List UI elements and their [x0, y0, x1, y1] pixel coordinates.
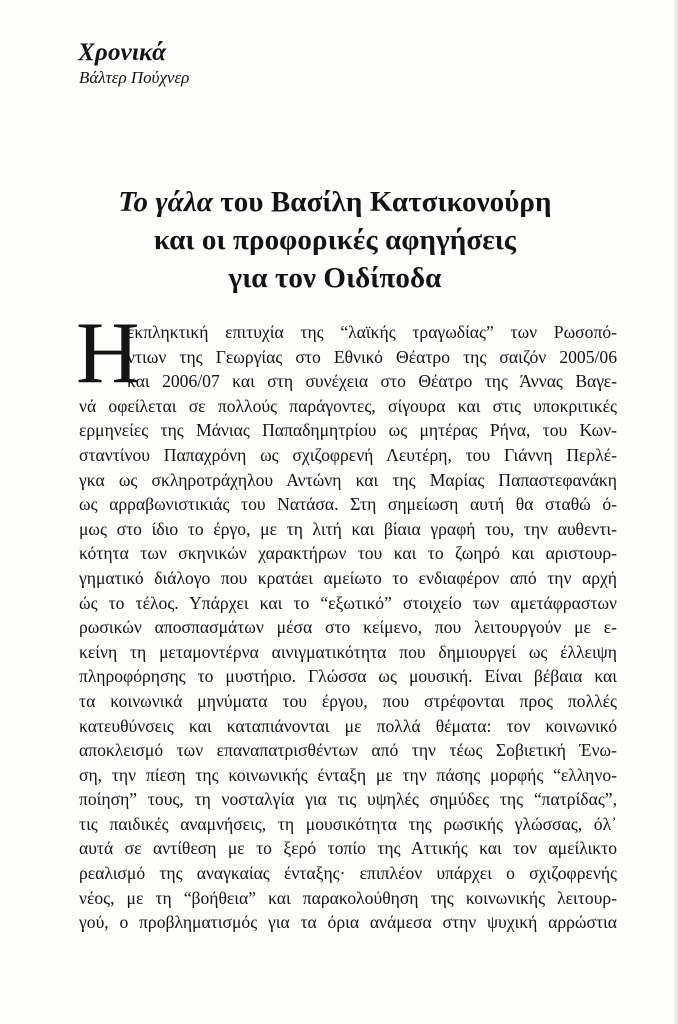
- body-line: κατευθύνσεις και καταπιάνονται με πολλά θέματα: τον κοινωνικό: [79, 715, 617, 736]
- body-line: γού, ο προβληματισμός για τα όρια ανάμεσα στην ψυχική αρρώστια: [79, 912, 617, 933]
- article-title-rest: του Βασίλη Κατσικονούρη: [212, 186, 552, 218]
- article-title-line-3: για τον Οιδίποδα: [228, 262, 442, 294]
- body-line: τις παιδικές αναμνήσεις, τη μουσικότητα της ρωσικής γλώσσας, όλ᾽: [79, 813, 617, 834]
- section-header: [78, 38, 189, 88]
- body-line: ρεαλισμό της αναγκαίας ένταξης· επιπλέον υπάρχει ο σχιζοφρενής: [79, 863, 617, 884]
- body-line: ντιων της Γεωργίας στο Εθνικό Θέατρο της σαιζόν 2005/06: [127, 346, 617, 367]
- section-title: Χρονικά: [78, 39, 167, 66]
- author-name: Βάλτερ Πούχνερ: [79, 68, 190, 87]
- body-line: τα κοινωνικά μηνύματα του έργου, που στρέφονται προς πολλές: [79, 690, 617, 711]
- body-line: ση, την πίεση της κοινωνικής ένταξη με την πάσης μορφής “ελληνο-: [79, 764, 617, 785]
- body-line: σταντίνου Παπαχρόνη ως σχιζοφρενή Λευτέρη, του Γιάννη Περλέ-: [79, 444, 617, 465]
- body-line: κείνη τη μεταμοντέρνα αινιγματικότητα που δημιουργεί ως έλλειψη: [79, 641, 617, 662]
- body-line: και 2006/07 και στη συνέχεια στο Θέατρο της Άννας Βαγε-: [127, 371, 617, 392]
- body-line: ρωσικών αποσπασμάτων μέσα στο κείμενο, που λειτουργούν με ε-: [79, 617, 617, 638]
- body-line: ώς το τέλος. Υπάρχει και το “εξωτικό” στοιχείο των αμετάφραστων: [79, 592, 617, 613]
- body-line: γηματικό διάλογο που κρατάει αμείωτο το ενδιαφέρον από την αρχή: [79, 567, 617, 588]
- drop-cap: Η: [76, 305, 140, 402]
- body-line: νέος, με τη “βοήθεια” και παρακολούθηση της κοινωνικής λειτουρ-: [79, 887, 617, 908]
- article-body: [76, 305, 617, 935]
- article-title-italic-part: Το γάλα: [118, 186, 213, 218]
- body-line: αυτά σε αντίθεση με το ξερό τοπίο της Αττικής και τον αμείλικτο: [79, 838, 617, 859]
- body-line: αποκλεισμό των επαναπατρισθέντων από την τέως Σοβιετική Ένω-: [79, 740, 617, 761]
- body-line: κότητα των σκηνικών χαρακτήρων του και το ζωηρό και αριστουρ-: [79, 543, 617, 564]
- body-line: νά οφείλεται σε πολλούς παράγοντες, σίγουρα και στις υποκριτικές: [79, 395, 617, 416]
- body-line: ως αρραβωνιστικιάς του Νατάσα. Στη σημείωση αυτή θα σταθώ ό-: [79, 494, 617, 515]
- body-line: ερμηνείες της Μάνιας Παπαδημητρίου ως μητέρας Ρήνα, του Κων-: [79, 420, 617, 441]
- article-title-line-1: [60, 183, 610, 221]
- body-line: γκα ως σκληροτράχηλου Αντώνη και της Μαρίας Παπαστεφανάκη: [79, 469, 617, 490]
- article-title: [60, 183, 610, 297]
- body-line: πληροφόρησης το μυστήριο. Γλώσσα ως μουσική. Είναι βέβαια και: [79, 666, 617, 687]
- body-line: ποίηση” τους, τη νοσταλγία για τις υψηλές σημύδες της “πατρίδας”,: [79, 789, 617, 810]
- body-line: μως στο ίδιο το έργο, με τη λιτή και βίαια γραφή του, την αυθεντι-: [79, 518, 617, 539]
- page-edge: [674, 0, 678, 1024]
- body-line: εκπληκτική επιτυχία της “λαϊκής τραγωδίας” των Ρωσοπό-: [127, 322, 617, 342]
- article-title-line-2: και οι προφορικές αφηγήσεις: [153, 224, 517, 256]
